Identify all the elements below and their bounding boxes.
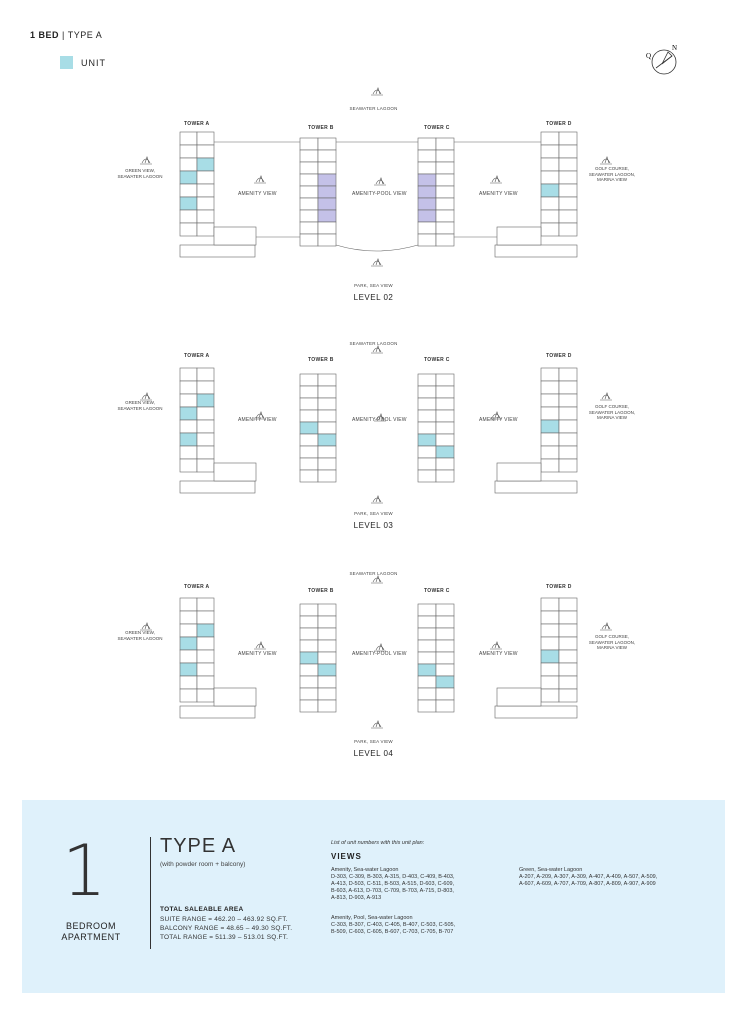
view-icon [374, 178, 386, 185]
unit-b-right [318, 664, 336, 676]
unit-c-left [418, 470, 436, 482]
level-title: LEVEL 02 [353, 293, 394, 302]
unit-a-bottom [180, 481, 255, 493]
unit-c-right [436, 422, 454, 434]
unit-a-right [197, 223, 214, 236]
unit-a-right [197, 158, 214, 171]
unit-d-right [559, 132, 577, 145]
unit-b-right [318, 688, 336, 700]
unit-b-left [300, 446, 318, 458]
view-icon [371, 496, 383, 503]
unit-c-left [418, 700, 436, 712]
view-top-label: SEAWATER LAGOON [349, 106, 398, 111]
unit-d-right [559, 611, 577, 624]
view-bottom-label: PARK, SEA VIEW [354, 283, 393, 288]
unit-d-right [559, 459, 577, 472]
unit-a-right [197, 689, 214, 702]
unit-a-left [180, 381, 197, 394]
unit-c-right [436, 234, 454, 246]
unit-d-left [541, 459, 559, 472]
unit-c-left [418, 688, 436, 700]
unit-a-left [180, 145, 197, 158]
unit-c-right [436, 150, 454, 162]
view-top-label: SEAWATER LAGOON [349, 341, 398, 346]
legend-label: UNIT [81, 57, 106, 68]
view-icon [254, 176, 266, 183]
unit-a-right [197, 381, 214, 394]
type-title: TYPE A [160, 835, 237, 857]
unit-d-left [541, 223, 559, 236]
unit-d-left [541, 624, 559, 637]
view-icon [371, 88, 383, 95]
unit-d-wing [497, 227, 541, 245]
unit-b-right [318, 470, 336, 482]
view-left-label: GREEN VIEW, SEAWATER LAGOON [117, 630, 163, 641]
unit-a-left [180, 459, 197, 472]
unit-a-left [180, 420, 197, 433]
podium-bottom [256, 237, 497, 251]
unit-b-left [300, 676, 318, 688]
type-subtitle: (with powder room + balcony) [160, 861, 246, 868]
unit-d-left [541, 184, 559, 197]
view-icon [374, 644, 386, 651]
view-icon [374, 414, 386, 421]
unit-c-left [418, 210, 436, 222]
unit-d-right [559, 433, 577, 446]
unit-a-left [180, 368, 197, 381]
unit-c-left [418, 616, 436, 628]
unit-c-left [418, 422, 436, 434]
unit-a-left [180, 637, 197, 650]
header-separator: | [59, 30, 68, 40]
unit-c-left [418, 604, 436, 616]
unit-a-left [180, 171, 197, 184]
amenity-view-right: AMENITY VIEW [479, 651, 518, 657]
unit-b-right [318, 386, 336, 398]
unit-a-right [197, 433, 214, 446]
unit-b-left [300, 688, 318, 700]
balcony-range: BALCONY RANGE = 48.65 – 49.30 SQ.FT. [160, 925, 293, 932]
view-icon [600, 393, 612, 400]
unit-b-right [318, 174, 336, 186]
unit-b-right [318, 700, 336, 712]
unit-b-right [318, 676, 336, 688]
unit-b-right [318, 150, 336, 162]
unit-c-left [418, 186, 436, 198]
unit-a-right [197, 145, 214, 158]
unit-c-right [436, 374, 454, 386]
unit-c-left [418, 628, 436, 640]
unit-d-right [559, 197, 577, 210]
compass-n: N [672, 44, 678, 52]
view-icon [490, 642, 502, 649]
view-left-label: GREEN VIEW, SEAWATER LAGOON [117, 400, 163, 411]
unit-d-bottom [495, 481, 577, 493]
unit-b-right [318, 186, 336, 198]
unit-c-left [418, 410, 436, 422]
unit-c-right [436, 398, 454, 410]
unit-b-right [318, 640, 336, 652]
unit-a-right [197, 184, 214, 197]
amenity-view-right: AMENITY VIEW [479, 191, 518, 197]
unit-a-right [197, 368, 214, 381]
unit-d-left [541, 407, 559, 420]
tower-a-label: TOWER A [184, 584, 210, 590]
unit-d-wing [497, 463, 541, 481]
view-icon [371, 721, 383, 728]
view-icon [140, 393, 152, 400]
unit-a-right [197, 394, 214, 407]
view-icon [371, 346, 383, 353]
unit-b-left [300, 186, 318, 198]
unit-d-left [541, 689, 559, 702]
unit-c-left [418, 222, 436, 234]
view-right-label: GOLF COURSE, SEAWATER LAGOON, MARINA VIEW [588, 404, 636, 420]
unit-c-left [418, 676, 436, 688]
area-title: TOTAL SALEABLE AREA [160, 906, 244, 913]
unit-c-right [436, 410, 454, 422]
unit-a-left [180, 158, 197, 171]
unit-a-wing [214, 227, 256, 245]
unit-d-left [541, 381, 559, 394]
unit-b-right [318, 458, 336, 470]
unit-b-right [318, 162, 336, 174]
unit-d-right [559, 171, 577, 184]
unit-d-right [559, 689, 577, 702]
unit-b-right [318, 210, 336, 222]
unit-b-left [300, 198, 318, 210]
unit-c-left [418, 458, 436, 470]
unit-c-right [436, 434, 454, 446]
unit-d-right [559, 446, 577, 459]
unit-b-left [300, 410, 318, 422]
unit-d-right [559, 368, 577, 381]
unit-a-bottom [180, 245, 255, 257]
unit-c-right [436, 664, 454, 676]
unit-d-left [541, 132, 559, 145]
compass-q: Q [646, 52, 652, 60]
amenity-pool-view: AMENITY-POOL VIEW [352, 191, 407, 197]
unit-a-left [180, 223, 197, 236]
views-title: VIEWS [331, 852, 362, 861]
unit-c-left [418, 640, 436, 652]
unit-d-left [541, 433, 559, 446]
unit-b-left [300, 386, 318, 398]
tower-c-label: TOWER C [424, 125, 450, 131]
unit-b-right [318, 234, 336, 246]
unit-a-left [180, 598, 197, 611]
amenity-view-right: AMENITY VIEW [479, 417, 518, 423]
unit-c-left [418, 446, 436, 458]
view-left-label: GREEN VIEW, SEAWATER LAGOON [117, 168, 163, 179]
unit-b-right [318, 374, 336, 386]
view-top-label: SEAWATER LAGOON [349, 571, 398, 576]
unit-b-right [318, 616, 336, 628]
unit-c-left [418, 174, 436, 186]
tower-d-label: TOWER D [546, 121, 572, 127]
unit-d-right [559, 223, 577, 236]
unit-c-left [418, 434, 436, 446]
unit-b-right [318, 652, 336, 664]
view-icon [371, 576, 383, 583]
view-icon [254, 642, 266, 649]
unit-c-right [436, 222, 454, 234]
unit-d-right [559, 210, 577, 223]
unit-b-left [300, 138, 318, 150]
unit-b-left [300, 222, 318, 234]
unit-c-left [418, 162, 436, 174]
unit-c-right [436, 446, 454, 458]
unit-a-wing [214, 688, 256, 706]
unit-d-right [559, 394, 577, 407]
header-type: TYPE A [67, 30, 103, 40]
tower-b-label: TOWER B [308, 125, 334, 131]
unit-c-right [436, 138, 454, 150]
unit-c-right [436, 652, 454, 664]
unit-b-left [300, 162, 318, 174]
view-icon [371, 259, 383, 266]
tower-a-label: TOWER A [184, 121, 210, 127]
amenity-view-left: AMENITY VIEW [238, 417, 277, 423]
tower-b-label: TOWER B [308, 588, 334, 594]
list-header: List of unit numbers with this unit plan: [331, 840, 425, 846]
unit-a-right [197, 171, 214, 184]
unit-d-left [541, 650, 559, 663]
unit-b-right [318, 628, 336, 640]
view-group-amenity: Amenity, Sea-water Lagoon D-303, C-309, B-303, A-315, D-403, C-409, B-403, A-413, D-503, C-511, B-503, A-515, D-603, C-609, B-603, A-613, D-703, C-709, B-703, A-715, D-803, A-813, D-903, A-913 [331, 867, 455, 901]
unit-b-left [300, 616, 318, 628]
unit-a-right [197, 611, 214, 624]
view-icon [254, 412, 266, 419]
view-right-label: GOLF COURSE, SEAWATER LAGOON, MARINA VIEW [588, 634, 636, 650]
unit-d-right [559, 184, 577, 197]
view-bottom-label: PARK, SEA VIEW [354, 739, 393, 744]
unit-c-right [436, 458, 454, 470]
unit-c-left [418, 386, 436, 398]
unit-d-left [541, 446, 559, 459]
unit-a-left [180, 132, 197, 145]
unit-a-left [180, 394, 197, 407]
unit-d-left [541, 368, 559, 381]
tower-c-label: TOWER C [424, 588, 450, 594]
unit-c-left [418, 652, 436, 664]
unit-a-left [180, 650, 197, 663]
unit-d-left [541, 394, 559, 407]
unit-b-left [300, 434, 318, 446]
unit-d-right [559, 650, 577, 663]
unit-a-left [180, 624, 197, 637]
unit-a-right [197, 459, 214, 472]
bedroom-count: 1 [62, 830, 107, 912]
unit-a-left [180, 676, 197, 689]
unit-c-right [436, 700, 454, 712]
unit-c-right [436, 616, 454, 628]
unit-a-left [180, 433, 197, 446]
unit-b-right [318, 398, 336, 410]
level-title: LEVEL 04 [353, 749, 394, 758]
unit-d-left [541, 637, 559, 650]
unit-a-wing [214, 463, 256, 481]
unit-b-left [300, 628, 318, 640]
unit-a-right [197, 420, 214, 433]
unit-c-left [418, 234, 436, 246]
unit-b-left [300, 640, 318, 652]
view-bottom-label: PARK, SEA VIEW [354, 511, 393, 516]
unit-b-right [318, 604, 336, 616]
view-icon [490, 412, 502, 419]
unit-a-left [180, 689, 197, 702]
unit-d-right [559, 624, 577, 637]
unit-b-right [318, 434, 336, 446]
unit-b-left [300, 458, 318, 470]
view-group-green: Green, Sea-water Lagoon A-207, A-209, A-307, A-309, A-407, A-409, A-507, A-509, A-607, A-609, A-707, A-709, A-807, A-809, A-907, A-909 [519, 867, 658, 887]
tower-b-label: TOWER B [308, 357, 334, 363]
unit-a-left [180, 611, 197, 624]
tower-d-label: TOWER D [546, 353, 572, 359]
view-right-label: GOLF COURSE, SEAWATER LAGOON, MARINA VIEW [588, 166, 636, 182]
divider [150, 837, 151, 949]
unit-b-right [318, 222, 336, 234]
unit-d-right [559, 381, 577, 394]
unit-a-right [197, 624, 214, 637]
header-bold: 1 BED [30, 30, 60, 40]
unit-c-right [436, 676, 454, 688]
unit-b-left [300, 470, 318, 482]
unit-b-right [318, 138, 336, 150]
unit-d-bottom [495, 706, 577, 718]
unit-a-bottom [180, 706, 255, 718]
unit-b-left [300, 604, 318, 616]
unit-c-right [436, 688, 454, 700]
unit-c-right [436, 386, 454, 398]
unit-c-right [436, 470, 454, 482]
unit-d-bottom [495, 245, 577, 257]
unit-b-left [300, 422, 318, 434]
unit-a-right [197, 676, 214, 689]
unit-b-left [300, 234, 318, 246]
unit-info-panel [22, 800, 725, 993]
unit-c-left [418, 198, 436, 210]
total-range: TOTAL RANGE = 511.39 – 513.01 SQ.FT. [160, 934, 289, 941]
unit-b-left [300, 700, 318, 712]
unit-b-left [300, 150, 318, 162]
unit-d-left [541, 420, 559, 433]
unit-d-left [541, 197, 559, 210]
unit-b-right [318, 446, 336, 458]
view-icon [490, 176, 502, 183]
unit-b-right [318, 198, 336, 210]
unit-c-right [436, 640, 454, 652]
unit-d-left [541, 145, 559, 158]
unit-c-left [418, 664, 436, 676]
unit-d-left [541, 611, 559, 624]
unit-d-right [559, 420, 577, 433]
unit-a-left [180, 210, 197, 223]
unit-a-right [197, 446, 214, 459]
amenity-pool-view: AMENITY-POOL VIEW [352, 651, 407, 657]
amenity-view-left: AMENITY VIEW [238, 651, 277, 657]
unit-d-right [559, 676, 577, 689]
unit-a-right [197, 637, 214, 650]
unit-b-right [318, 422, 336, 434]
unit-b-right [318, 410, 336, 422]
view-icon [140, 157, 152, 164]
unit-c-right [436, 162, 454, 174]
unit-c-right [436, 210, 454, 222]
unit-c-right [436, 174, 454, 186]
tower-c-label: TOWER C [424, 357, 450, 363]
unit-a-right [197, 407, 214, 420]
unit-d-right [559, 158, 577, 171]
unit-d-left [541, 663, 559, 676]
view-icon [600, 623, 612, 630]
unit-a-right [197, 132, 214, 145]
unit-a-left [180, 663, 197, 676]
unit-a-right [197, 197, 214, 210]
suite-range: SUITE RANGE = 462.20 – 463.92 SQ.FT. [160, 916, 288, 923]
unit-c-left [418, 374, 436, 386]
bedroom-apartment-label: BEDROOM APARTMENT [61, 921, 121, 942]
unit-c-left [418, 150, 436, 162]
unit-d-left [541, 598, 559, 611]
unit-b-left [300, 210, 318, 222]
unit-c-right [436, 604, 454, 616]
amenity-view-left: AMENITY VIEW [238, 191, 277, 197]
unit-b-left [300, 398, 318, 410]
unit-b-left [300, 652, 318, 664]
unit-c-left [418, 138, 436, 150]
unit-c-right [436, 198, 454, 210]
unit-d-left [541, 158, 559, 171]
unit-a-right [197, 663, 214, 676]
unit-a-left [180, 197, 197, 210]
amenity-pool-view: AMENITY-POOL VIEW [352, 417, 407, 423]
unit-c-right [436, 186, 454, 198]
unit-d-right [559, 407, 577, 420]
tower-d-label: TOWER D [546, 584, 572, 590]
unit-b-left [300, 374, 318, 386]
unit-a-right [197, 598, 214, 611]
unit-c-right [436, 628, 454, 640]
unit-a-left [180, 407, 197, 420]
unit-c-left [418, 398, 436, 410]
tower-a-label: TOWER A [184, 353, 210, 359]
unit-d-right [559, 145, 577, 158]
unit-b-left [300, 664, 318, 676]
view-group-amenity-pool: Amenity, Pool, Sea-water Lagoon C-303, B-307, C-403, C-405, B-407, C-503, C-505, B-509, C-603, C-605, B-607, C-703, C-705, B-707 [331, 915, 456, 935]
unit-a-right [197, 210, 214, 223]
unit-d-right [559, 637, 577, 650]
unit-d-wing [497, 688, 541, 706]
unit-a-right [197, 650, 214, 663]
view-icon [140, 623, 152, 630]
unit-d-left [541, 171, 559, 184]
unit-d-left [541, 676, 559, 689]
unit-d-right [559, 663, 577, 676]
unit-d-right [559, 598, 577, 611]
level-title: LEVEL 03 [353, 521, 394, 530]
unit-a-left [180, 446, 197, 459]
view-icon [600, 157, 612, 164]
unit-a-left [180, 184, 197, 197]
unit-d-left [541, 210, 559, 223]
unit-b-left [300, 174, 318, 186]
